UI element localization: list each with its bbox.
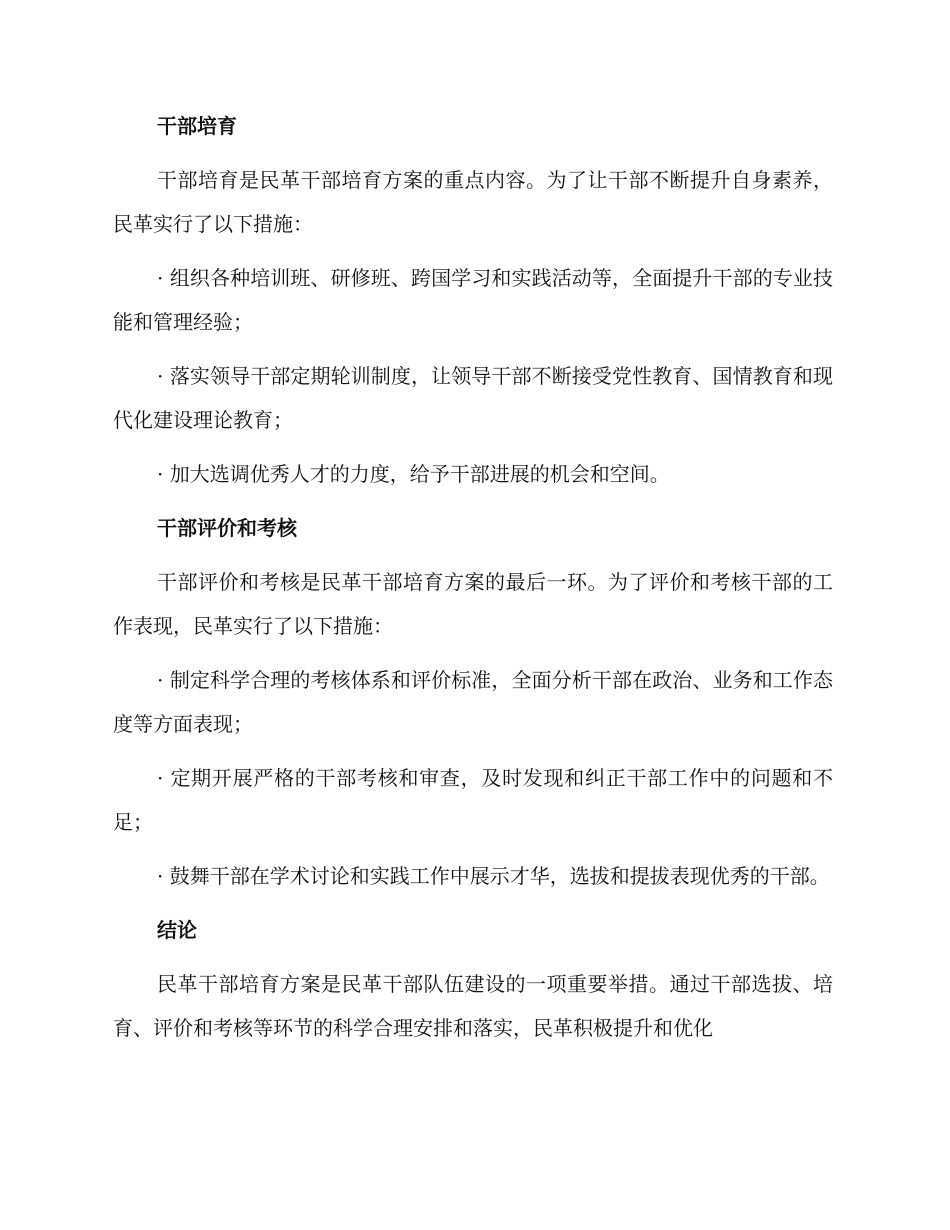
bullet-paragraph: · 组织各种培训班、研修班、跨国学习和实践活动等，全面提升干部的专业技能和管理经验； [113,266,833,334]
section-heading: 干部培育 [157,114,237,138]
document-page [113,104,833,1060]
bullet-paragraph: · 制定科学合理的考核体系和评价标准，全面分析干部在政治、业务和工作态度等方面表现； [113,668,833,736]
bullet-paragraph: · 落实领导干部定期轮训制度，让领导干部不断接受党性教育、国情教育和现代化建设理论教育； [113,364,833,432]
paragraph: 民革干部培育方案是民革干部队伍建设的一项重要举措。通过干部选拔、培育、评价和考核等环节的科学合理安排和落实，民革积极提升和优化 [113,972,833,1040]
bullet-paragraph: · 加大选调优秀人才的力度，给予干部进展的机会和空间。 [157,462,670,486]
section-heading: 干部评价和考核 [157,516,297,540]
section-heading: 结论 [157,918,197,942]
paragraph: 干部评价和考核是民革干部培育方案的最后一环。为了评价和考核干部的工作表现，民革实行了以下措施： [113,570,833,638]
section-cadre-training [113,104,833,496]
bullet-paragraph: · 定期开展严格的干部考核和审查，及时发现和纠正干部工作中的问题和不足； [113,766,833,834]
bullet-paragraph: · 鼓舞干部在学术讨论和实践工作中展示才华，选拔和提拔表现优秀的干部。 [157,864,830,888]
section-cadre-evaluation [113,506,833,898]
paragraph: 干部培育是民革干部培育方案的重点内容。为了让干部不断提升自身素养，民革实行了以下措施： [113,168,833,236]
section-conclusion [113,908,833,1050]
